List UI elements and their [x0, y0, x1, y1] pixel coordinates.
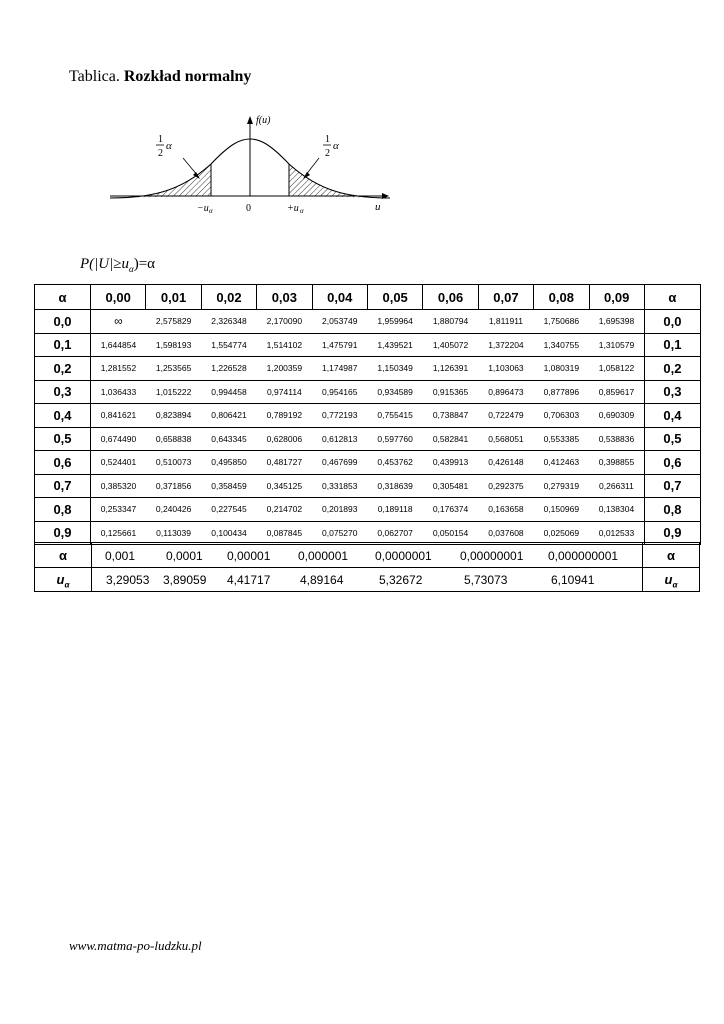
table-row: [35, 498, 701, 522]
row-label-left: 0,8: [35, 498, 91, 522]
table-cell: 0,915365: [423, 380, 478, 404]
table-cell: 0,113039: [146, 521, 201, 545]
right-half-den: 2: [325, 148, 330, 159]
table-cell: 0,292375: [478, 474, 533, 498]
row-label-left: 0,1: [35, 333, 91, 357]
row-label-left: 0,5: [35, 427, 91, 451]
col-header: 0,00: [91, 285, 146, 310]
table-cell: 1,554774: [201, 333, 256, 357]
table-cell: 0,772193: [312, 404, 367, 428]
table-cell: 0,806421: [201, 404, 256, 428]
table-cell: 0,954165: [312, 380, 367, 404]
table-cell: 1,811911: [478, 310, 533, 334]
col-header: 0,03: [257, 285, 312, 310]
left-half-alpha: α: [166, 140, 172, 152]
col-header: 0,07: [478, 285, 533, 310]
table-cell: 1,200359: [257, 357, 312, 381]
table-cell: 0,612813: [312, 427, 367, 451]
u-value: 4,41717: [227, 573, 271, 587]
table-cell: 0,510073: [146, 451, 201, 475]
row-label-right: 0,4: [644, 404, 700, 428]
zero-tick: 0: [246, 203, 251, 214]
table-cell: 1,372204: [478, 333, 533, 357]
table-cell: 0,012533: [589, 521, 644, 545]
alpha-value: 0,00001: [227, 549, 271, 563]
alpha-value: 0,0000001: [375, 549, 432, 563]
table-cell: 0,318639: [367, 474, 422, 498]
col-header: 0,08: [534, 285, 589, 310]
title-bold: Rozkład normalny: [123, 68, 252, 85]
table-cell: 1,058122: [589, 357, 644, 381]
table-cell: 0,643345: [201, 427, 256, 451]
table-cell: 0,841621: [91, 404, 146, 428]
u-value: 5,73073: [464, 573, 508, 587]
table-cell: 0,877896: [534, 380, 589, 404]
table-cell: 0,426148: [478, 451, 533, 475]
table-cell: 0,305481: [423, 474, 478, 498]
table-cell: ∞: [91, 310, 146, 334]
probability-formula: $P(|U|\ge u_\alpha)=\alpha$: [80, 256, 156, 274]
table-cell: 0,189118: [367, 498, 422, 522]
col-header: 0,06: [423, 285, 478, 310]
table-cell: 1,880794: [423, 310, 478, 334]
table-cell: 0,138304: [589, 498, 644, 522]
table-cell: 0,722479: [478, 404, 533, 428]
table-cell: 0,062707: [367, 521, 422, 545]
table-cell: 0,358459: [201, 474, 256, 498]
left-tick-sub: α: [209, 207, 213, 215]
table-cell: 0,738847: [423, 404, 478, 428]
table-cell: 0,524401: [91, 451, 146, 475]
right-tick: +u: [287, 203, 299, 214]
u-label-left: $u_\alpha$: [56, 572, 70, 590]
x-axis-label: u: [375, 201, 381, 213]
alpha-value: 0,001: [105, 549, 136, 563]
table-cell: 0,227545: [201, 498, 256, 522]
corner-alpha-left: α: [35, 285, 91, 310]
table-row: [35, 310, 701, 334]
alpha-label-left: α: [59, 548, 67, 563]
table-cell: 0,331853: [312, 474, 367, 498]
u-value: 4,89164: [300, 573, 344, 587]
table-cell: 0,150969: [534, 498, 589, 522]
table-cell: 0,279319: [534, 474, 589, 498]
table-cell: 0,974114: [257, 380, 312, 404]
table-cell: 1,695398: [589, 310, 644, 334]
table-cell: 1,226528: [201, 357, 256, 381]
table-row: [35, 521, 701, 545]
table-cell: 0,823894: [146, 404, 201, 428]
table-cell: 0,050154: [423, 521, 478, 545]
table-cell: 0,658838: [146, 427, 201, 451]
row-label-right: 0,1: [644, 333, 700, 357]
table-cell: 1,405072: [423, 333, 478, 357]
table-cell: 0,087845: [257, 521, 312, 545]
table-cell: 0,896473: [478, 380, 533, 404]
table-cell: 0,690309: [589, 404, 644, 428]
table-cell: 0,075270: [312, 521, 367, 545]
table-cell: 0,789192: [257, 404, 312, 428]
table-cell: 1,174987: [312, 357, 367, 381]
table-cell: 1,750686: [534, 310, 589, 334]
table-cell: 0,125661: [91, 521, 146, 545]
table-cell: 0,371856: [146, 474, 201, 498]
table-row: [35, 404, 701, 428]
corner-alpha-right: α: [644, 285, 700, 310]
right-tick-sub: α: [300, 207, 304, 215]
col-header: 0,01: [146, 285, 201, 310]
left-tick: −u: [197, 203, 209, 214]
table-cell: 2,326348: [201, 310, 256, 334]
table-row: [35, 357, 701, 381]
table-cell: 0,037608: [478, 521, 533, 545]
row-label-left: 0,3: [35, 380, 91, 404]
table-cell: 1,310579: [589, 333, 644, 357]
table-row: [35, 427, 701, 451]
table-cell: 0,385320: [91, 474, 146, 498]
footer-url: www.matma-po-ludzku.pl: [69, 938, 202, 953]
table-cell: 0,467699: [312, 451, 367, 475]
table-cell: 1,598193: [146, 333, 201, 357]
extreme-quantiles-block: [34, 542, 700, 592]
y-axis-arrow: [247, 116, 253, 124]
table-cell: 0,674490: [91, 427, 146, 451]
table-cell: 2,575829: [146, 310, 201, 334]
table-cell: 1,253565: [146, 357, 201, 381]
row-label-left: 0,9: [35, 521, 91, 545]
table-cell: 0,025069: [534, 521, 589, 545]
col-header: 0,02: [201, 285, 256, 310]
alpha-value: 0,000000001: [548, 549, 619, 563]
page-title: [69, 68, 251, 86]
table-cell: 0,345125: [257, 474, 312, 498]
table-cell: 0,412463: [534, 451, 589, 475]
normal-curve-diagram: [110, 112, 400, 222]
table-cell: 0,453762: [367, 451, 422, 475]
col-header: 0,05: [367, 285, 422, 310]
row-label-left: 0,4: [35, 404, 91, 428]
col-header: 0,04: [312, 285, 367, 310]
table-row: [35, 451, 701, 475]
row-label-right: 0,0: [644, 310, 700, 334]
table-cell: 0,553385: [534, 427, 589, 451]
table-cell: 1,036433: [91, 380, 146, 404]
header-row: [35, 285, 701, 310]
alpha-value: 0,0001: [166, 549, 203, 563]
row-label-left: 0,6: [35, 451, 91, 475]
table-cell: 0,934589: [367, 380, 422, 404]
row-label-left: 0,0: [35, 310, 91, 334]
normal-distribution-table: [34, 284, 701, 545]
row-label-left: 0,2: [35, 357, 91, 381]
table-cell: 2,053749: [312, 310, 367, 334]
left-half-den: 2: [158, 148, 163, 159]
right-half-alpha: α: [333, 140, 339, 152]
table-cell: 0,994458: [201, 380, 256, 404]
table-cell: 0,253347: [91, 498, 146, 522]
table-cell: 1,439521: [367, 333, 422, 357]
u-value: 5,32672: [379, 573, 423, 587]
table-cell: 1,340755: [534, 333, 589, 357]
row-label-right: 0,9: [644, 521, 700, 545]
table-cell: 2,170090: [257, 310, 312, 334]
table-cell: 1,080319: [534, 357, 589, 381]
table-cell: 0,240426: [146, 498, 201, 522]
table-cell: 1,126391: [423, 357, 478, 381]
table-cell: 0,201893: [312, 498, 367, 522]
table-cell: 0,214702: [257, 498, 312, 522]
table-cell: 0,398855: [589, 451, 644, 475]
table-cell: 0,706303: [534, 404, 589, 428]
u-value: 6,10941: [551, 573, 595, 587]
table-row: [35, 474, 701, 498]
row-label-right: 0,6: [644, 451, 700, 475]
left-half-num: 1: [158, 134, 163, 145]
table-cell: 1,959964: [367, 310, 422, 334]
table-cell: 1,644854: [91, 333, 146, 357]
alpha-value: 0,000001: [298, 549, 349, 563]
table-cell: 0,495850: [201, 451, 256, 475]
alpha-label-right: α: [667, 548, 675, 563]
u-value: 3,29053: [106, 573, 150, 587]
table-cell: 1,015222: [146, 380, 201, 404]
table-cell: 0,597760: [367, 427, 422, 451]
table-cell: 0,582841: [423, 427, 478, 451]
table-cell: 0,859617: [589, 380, 644, 404]
table-cell: 0,439913: [423, 451, 478, 475]
row-label-right: 0,5: [644, 427, 700, 451]
table-cell: 1,103063: [478, 357, 533, 381]
table-cell: 0,266311: [589, 474, 644, 498]
table-cell: 0,755415: [367, 404, 422, 428]
table-cell: 1,281552: [91, 357, 146, 381]
row-label-right: 0,7: [644, 474, 700, 498]
u-value: 3,89059: [163, 573, 207, 587]
table-cell: 0,481727: [257, 451, 312, 475]
table-row: [35, 380, 701, 404]
table-cell: 0,100434: [201, 521, 256, 545]
table-cell: 0,568051: [478, 427, 533, 451]
table-cell: 0,538836: [589, 427, 644, 451]
table-cell: 0,176374: [423, 498, 478, 522]
alpha-value: 0,00000001: [460, 549, 524, 563]
table-row: [35, 333, 701, 357]
row-label-right: 0,2: [644, 357, 700, 381]
row-label-right: 0,3: [644, 380, 700, 404]
right-half-num: 1: [325, 134, 330, 145]
title-prefix: Tablica.: [69, 68, 120, 85]
row-label-left: 0,7: [35, 474, 91, 498]
table-cell: 0,163658: [478, 498, 533, 522]
row-label-right: 0,8: [644, 498, 700, 522]
table-cell: 1,475791: [312, 333, 367, 357]
table-cell: 1,150349: [367, 357, 422, 381]
table-cell: 1,514102: [257, 333, 312, 357]
y-axis-label: f(u): [256, 115, 271, 126]
u-label-right: $u_\alpha$: [664, 572, 678, 590]
col-header: 0,09: [589, 285, 644, 310]
table-cell: 0,628006: [257, 427, 312, 451]
